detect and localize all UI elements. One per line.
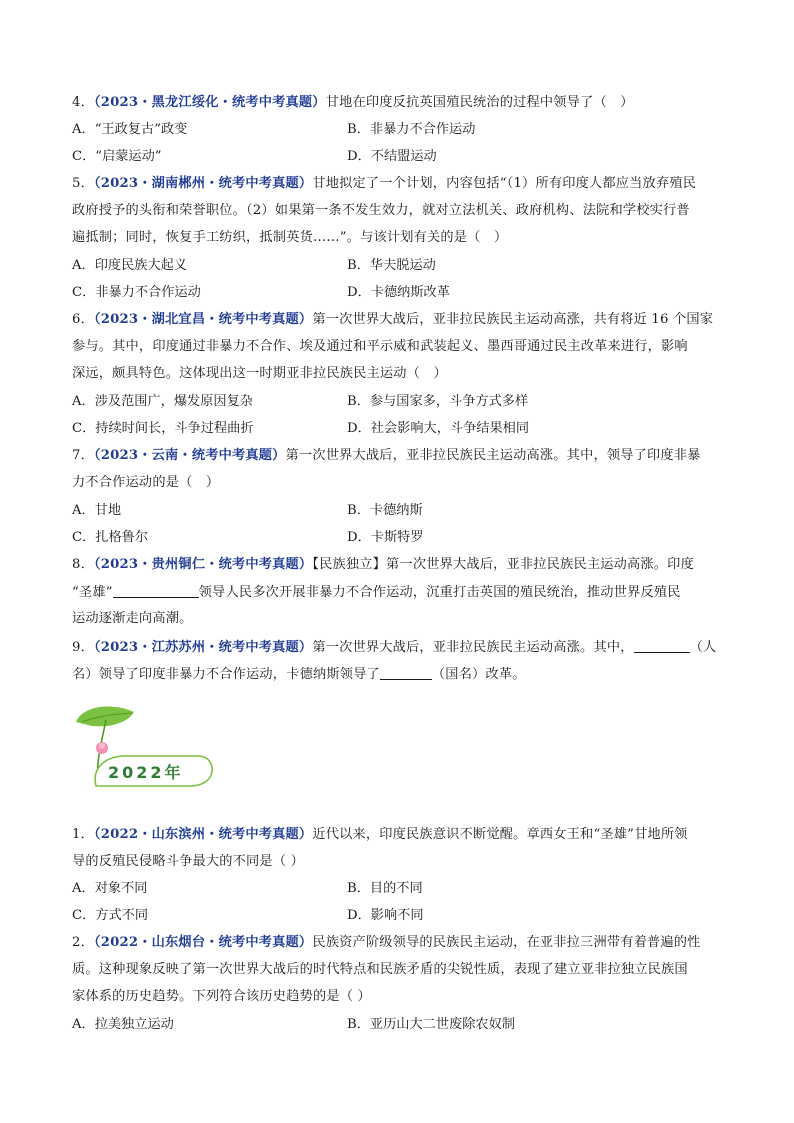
option-b[interactable]: B．华夫脱运动 <box>347 258 436 273</box>
option-a[interactable]: A．对象不同 <box>72 881 148 896</box>
question-number: 7． <box>72 448 94 463</box>
question-source: （2023・江苏苏州・统考中考真题） <box>93 640 313 655</box>
option-a[interactable]: A．甘地 <box>72 503 122 518</box>
question-2022-1 <box>72 826 728 844</box>
question-text: 第一次世界大战后，亚非拉民族民主运动高涨。印度 <box>386 557 694 572</box>
option-c[interactable]: C．非暴力不合作运动 <box>72 285 201 300</box>
option-a[interactable]: A．印度民族大起义 <box>72 258 188 273</box>
question-5 <box>72 175 728 193</box>
option-b[interactable]: B．非暴力不合作运动 <box>347 122 476 137</box>
question-source: （2023・湖南郴州・统考中考真题） <box>93 176 313 191</box>
question-source: （2022・山东烟台・统考中考真题） <box>93 935 313 950</box>
question-text-line: 家体系的历史趋势。下列符合该历史趋势的是（ ） <box>72 989 371 1004</box>
question-text-line <box>72 583 728 602</box>
question-text-line: 运动逐渐走向高潮。 <box>72 611 193 626</box>
option-c[interactable]: C．方式不同 <box>72 908 149 923</box>
question-source: （2023・湖北宜昌・统考中考真题） <box>93 312 313 327</box>
question-7 <box>72 447 728 465</box>
question-source: （2023・黑龙江绥化・统考中考真题） <box>93 95 326 110</box>
option-d[interactable]: D．不结盟运动 <box>347 149 437 164</box>
question-number: 2． <box>72 935 94 950</box>
question-text-line: 导的反殖民侵略斗争最大的不同是（ ） <box>72 854 304 869</box>
question-number: 5． <box>72 176 94 191</box>
question-2022-2 <box>72 934 728 952</box>
question-8 <box>72 556 728 574</box>
question-source: （2022・山东滨州・统考中考真题） <box>93 827 313 842</box>
option-a[interactable]: A．涉及范围广，爆发原因复杂 <box>72 394 253 409</box>
option-b[interactable]: B．目的不同 <box>347 881 423 896</box>
option-a[interactable]: A．拉美独立运动 <box>72 1017 174 1032</box>
text-fragment: （人 <box>689 640 717 655</box>
question-9 <box>72 638 728 657</box>
lotus-flower-center <box>99 743 105 749</box>
option-b[interactable]: B．参与国家多，斗争方式多样 <box>347 394 529 409</box>
question-text: 近代以来，印度民族意识不断觉醒。章西女王和“圣雄”甘地所领 <box>312 827 688 842</box>
question-number: 8． <box>72 557 94 572</box>
option-d[interactable]: D．卡德纳斯改革 <box>347 285 450 300</box>
answer-blank[interactable] <box>634 638 690 653</box>
question-6 <box>72 311 728 329</box>
option-d[interactable]: D．社会影响大，斗争结果相同 <box>347 421 530 436</box>
question-text: 第一次世界大战后，亚非拉民族民主运动高涨，共有将近 16 个国家 <box>312 312 714 327</box>
option-a[interactable]: A．“王政复古”政变 <box>72 122 188 137</box>
option-b[interactable]: B．卡德纳斯 <box>347 503 423 518</box>
question-number: 1． <box>72 827 94 842</box>
question-text-line <box>72 665 728 684</box>
answer-blank[interactable] <box>113 583 199 598</box>
question-number: 9． <box>72 640 94 655</box>
question-text-line: 参与。其中，印度通过非暴力不合作、埃及通过和平示威和武装起义、墨西哥通过民主改革来进行，影响 <box>72 339 688 354</box>
question-text-line: 深远，颇具特色。这体现出这一时期亚非拉民族民主运动（ ） <box>72 366 447 381</box>
answer-blank[interactable] <box>380 665 432 680</box>
text-fragment: 名）领导了印度非暴力不合作运动，卡德纳斯领导了 <box>72 667 380 682</box>
question-text: 甘地拟定了一个计划，内容包括“（1）所有印度人都应当放弃殖民 <box>312 176 697 191</box>
text-fragment: “圣雄” <box>72 585 113 600</box>
question-text: 第一次世界大战后，亚非拉民族民主运动高涨。其中，领导了印度非暴 <box>285 448 701 463</box>
option-c[interactable]: C．扎格鲁尔 <box>72 530 149 545</box>
option-c[interactable]: C．持续时间长，斗争过程曲折 <box>72 421 254 436</box>
text-fragment: 领导人民多次开展非暴力不合作运动，沉重打击英国的殖民统治，推动世界反殖民 <box>198 585 681 600</box>
question-text-line: 质。这种现象反映了第一次世界大战后的时代特点和民族矛盾的尖锐性质，表现了建立亚非拉独立民族国 <box>72 962 688 977</box>
option-d[interactable]: D．卡斯特罗 <box>347 530 424 545</box>
question-tag: 【民族独立】 <box>312 557 387 572</box>
question-number: 4． <box>72 95 94 110</box>
question-text: 甘地在印度反抗英国殖民统治的过程中领导了（ ） <box>325 95 634 110</box>
question-text-line: 力不合作运动的是（ ） <box>72 475 220 490</box>
option-d[interactable]: D．影响不同 <box>347 908 424 923</box>
option-b[interactable]: B．亚历山大二世废除农奴制 <box>347 1017 515 1032</box>
question-source: （2023・云南・统考中考真题） <box>93 448 286 463</box>
question-text-line: 遍抵制；同时，恢复手工纺织，抵制英货……”。与该计划有关的是（ ） <box>72 230 508 245</box>
text-fragment: （国名）改革。 <box>431 667 526 682</box>
question-source: （2023・贵州铜仁・统考中考真题） <box>93 557 313 572</box>
question-4 <box>72 94 728 112</box>
question-number: 6． <box>72 312 94 327</box>
question-text: 第一次世界大战后，亚非拉民族民主运动高涨。其中， <box>312 640 634 655</box>
option-c[interactable]: C．“启蒙运动” <box>72 149 162 164</box>
question-text: 民族资产阶级领导的民族民主运动，在亚非拉三洲带有着普遍的性 <box>312 935 701 950</box>
year-badge-label: 2022年 <box>108 763 184 782</box>
question-text-line: 政府授予的头衔和荣誉职位。（2）如果第一条不发生效力，就对立法机关、政府机构、法院和学校实行普 <box>72 203 690 218</box>
